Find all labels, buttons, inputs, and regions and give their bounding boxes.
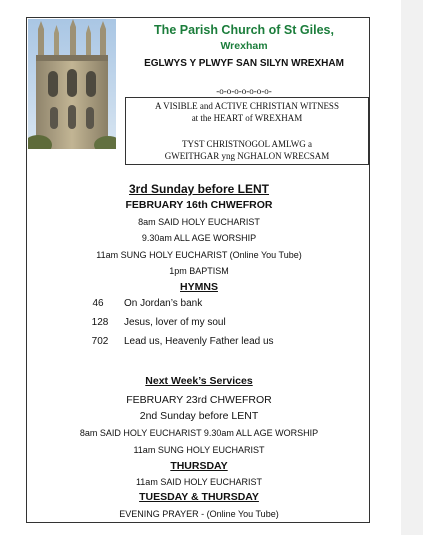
hymn-title: On Jordan’s bank — [124, 298, 203, 309]
sunday-date: FEBRUARY 16th CHWEFROR — [125, 199, 273, 211]
next-week-date: FEBRUARY 23rd CHWEFROR — [126, 394, 272, 406]
motto-english-line-2: at the HEART of WREXHAM — [191, 113, 303, 123]
hymns-heading: HYMNS — [180, 281, 218, 293]
tue-thu-heading: TUESDAY & THURSDAY — [139, 491, 259, 503]
motto-welsh-line-2: GWEITHGAR yng NGHALON WRECSAM — [164, 151, 330, 161]
hymn-number: 702 — [91, 336, 109, 347]
next-week-heading: Next Week’s Services — [145, 375, 253, 387]
next-late-service: 11am SUNG HOLY EUCHARIST — [133, 445, 265, 455]
welsh-church-name: EGLWYS Y PLWYF SAN SILYN WREXHAM — [144, 58, 344, 69]
scrollbar-track[interactable] — [401, 0, 423, 535]
decorative-divider: -o-o-o-o-o-o-o- — [216, 86, 272, 96]
motto-english-line-1: A VISIBLE and ACTIVE CHRISTIAN WITNESS — [155, 101, 339, 111]
hymn-number: 46 — [92, 298, 104, 309]
sunday-title: 3rd Sunday before LENT — [128, 182, 270, 196]
service-item: 11am SUNG HOLY EUCHARIST (Online You Tube) — [96, 250, 302, 260]
town-name: Wrexham — [220, 40, 268, 52]
service-item: 9.30am ALL AGE WORSHIP — [141, 233, 257, 243]
hymn-number: 128 — [91, 317, 109, 328]
service-item: 1pm BAPTISM — [169, 266, 229, 276]
hymn-title: Lead us, Heavenly Father lead us — [124, 336, 274, 347]
church-bulletin — [26, 17, 370, 523]
tue-thu-service: EVENING PRAYER - (Online You Tube) — [119, 509, 279, 519]
service-item: 8am SAID HOLY EUCHARIST — [138, 217, 260, 227]
thursday-heading: THURSDAY — [170, 460, 228, 472]
next-sunday-name: 2nd Sunday before LENT — [139, 410, 259, 422]
hymn-title: Jesus, lover of my soul — [124, 317, 226, 328]
motto-box — [125, 97, 369, 165]
thursday-service: 11am SAID HOLY EUCHARIST — [135, 477, 263, 487]
next-morning-services: 8am SAID HOLY EUCHARIST 9.30am ALL AGE WORSHIP — [79, 428, 319, 438]
church-tower-image — [28, 19, 116, 149]
motto-welsh-line-1: TYST CHRISTNOGOL AMLWG a — [181, 139, 313, 149]
church-name: The Parish Church of St Giles, — [154, 23, 334, 37]
